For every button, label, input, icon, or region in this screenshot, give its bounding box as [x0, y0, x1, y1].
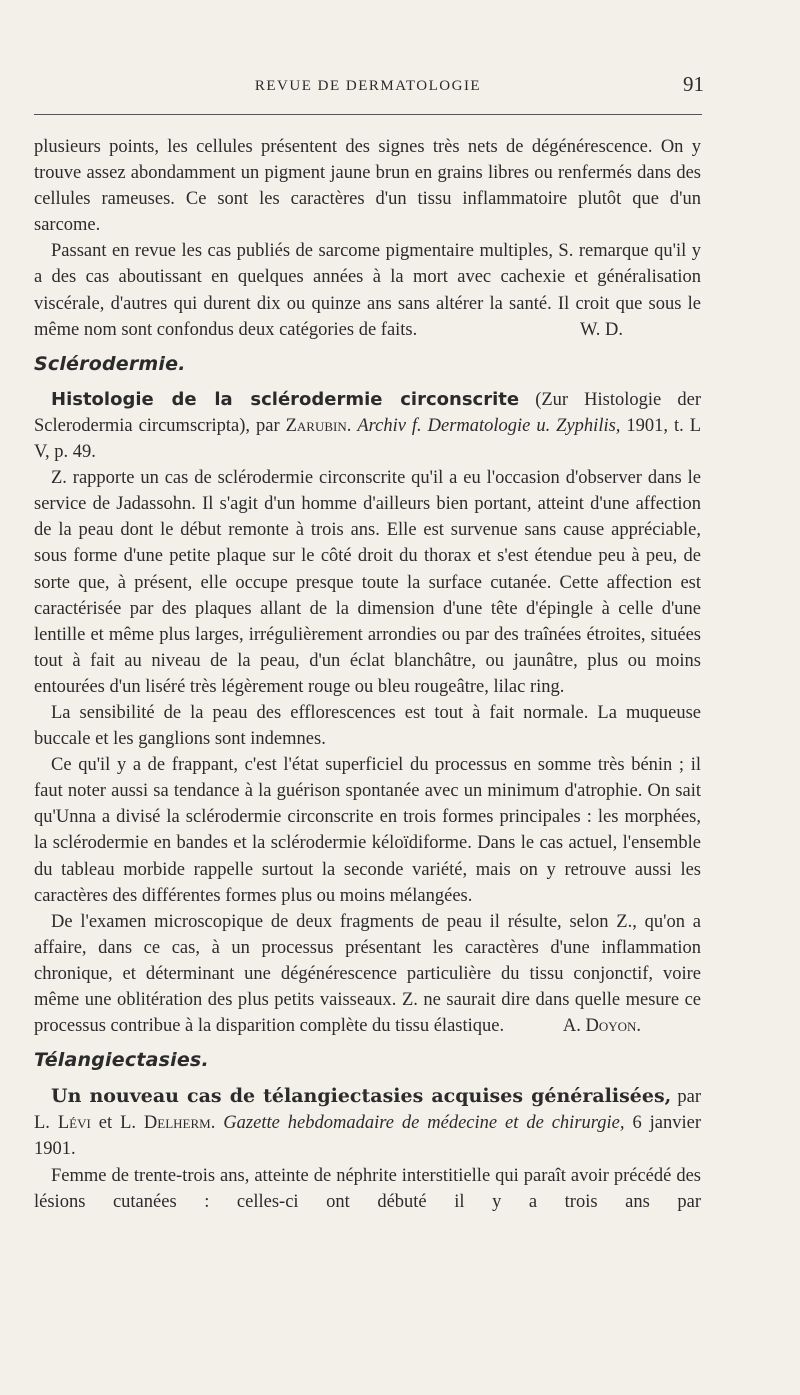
page-header	[34, 70, 702, 104]
citation-text: 6 janvier 1901.	[34, 1113, 701, 1160]
review-signature: W. D.	[580, 319, 623, 340]
article-author: Zarubin	[285, 415, 347, 436]
article-body	[34, 134, 701, 1215]
article-citation	[34, 1083, 701, 1162]
article-author: L. Lévi	[34, 1113, 91, 1134]
page-number: 91	[683, 72, 704, 96]
body-paragraph: Ce qu'il y a de frappant, c'est l'état superficiel du processus en somme très bénin ; il faut noter aussi sa tendance à la guérison spontanée avec un minimum d'atrophie. On sait qu'Unna a divisé la sclérodermie circonscrite en trois formes principales : les morphées, la sclérodermie en bandes et la sclérodermie kéloïdiforme. Dans le cas actuel, l'ensemble du tableau morbide rappelle surtout la seconde variété, mais on y retrouve aussi les caractères des différentes formes plus ou moins mélangées.	[34, 755, 701, 906]
citation-text: par	[671, 1087, 701, 1108]
article-citation	[34, 387, 701, 465]
citation-text: 1901, t. L V, p. 49.	[34, 415, 702, 463]
citation-text: et	[90, 1113, 121, 1134]
article-author: L. Delherm	[120, 1113, 211, 1134]
header-rule	[34, 114, 702, 115]
body-paragraph: De l'examen microscopique de deux fragments de peau il résulte, selon Z., qu'on a affaire, dans ce cas, à un processus présentant les caractères d'une inflammation chronique, et déterminant une dégénérescence particulière du tissu conjonctif, voire même une oblitération des plus petits vaisseaux. Z. ne saurait dire dans quelle mesure ce processus contribue à la disparition complète du tissu élastique.	[34, 911, 701, 1037]
running-title: REVUE DE DERMATOLOGIE	[254, 78, 482, 94]
citation-text: (Zur Histologie der Sclerodermia circumscripta), par	[34, 389, 701, 436]
body-paragraph: La sensibilité de la peau des efflorescences est tout à fait normale. La muqueuse buccale et les ganglions sont indemnes.	[34, 702, 701, 750]
journal-name: Archiv f. Dermatologie u. Zyphilis,	[357, 415, 621, 436]
continuation-paragraph: Passant en revue les cas publiés de sarcome pigmentaire multiples, S. remarque qu'il y a des cas aboutissant en quelques années à la mort avec cachexie et généralisation viscérale, d'autres qui durent dix ou quinze ans sans altérer la santé. Il croit que sous le même nom sont confondus deux catégories de faits.	[34, 241, 701, 340]
citation-text: .	[210, 1113, 224, 1134]
continuation-paragraph: plusieurs points, les cellules présentent des signes très nets de dégénérescence. On y trouve assez abondamment un pigment jaune brun en grains libres ou renfermés dans des cellules rameuses. Ce sont les caractères d'un tissu inflammatoire plutôt que d'un sarcome.	[34, 137, 701, 236]
article-title: Un nouveau cas de télangiectasies acquises généralisées,	[51, 1085, 672, 1108]
body-paragraph: Z. rapporte un cas de sclérodermie circonscrite qu'il a eu l'occasion d'observer dans le service de Jadassohn. Il s'agit d'un homme d'ailleurs bien portant, atteint d'une affection de la peau dont le début remonte à trois ans. Elle est survenue sans cause appréciable, sous forme d'une petite plaque sur le côté droit du thorax et s'est étendue peu à peu, de sorte que, à présent, elle occupe presque toute la surface cutanée. Cette affection est caractérisée par des plaques allant de la dimension d'une tête d'épingle à celle d'une lentille et même plus larges, irrégulièrement arrondies ou par des traînées étroites, situées tout à fait au niveau de la peau, d'un éclat blanchâtre, ou jaunâtre, plus ou moins entourées d'un liséré très légèrement rouge ou bleu rougeâtre, lilac ring.	[34, 468, 701, 697]
section-heading-telangiectasies: Télangiectasies.	[34, 1049, 209, 1072]
article-title: Histologie de la sclérodermie circonscrite	[51, 388, 520, 410]
body-paragraph: Femme de trente-trois ans, atteinte de néphrite interstitielle qui paraît avoir précédé des lésions cutanées : celles-ci ont débuté il y a trois ans par	[34, 1165, 701, 1212]
journal-name: Gazette hebdomadaire de médecine et de chirurgie,	[223, 1113, 625, 1134]
section-heading-sclerodermie: Sclérodermie.	[34, 352, 186, 375]
signature-text: A. Doyon.	[562, 1016, 641, 1037]
citation-text: .	[346, 415, 358, 436]
